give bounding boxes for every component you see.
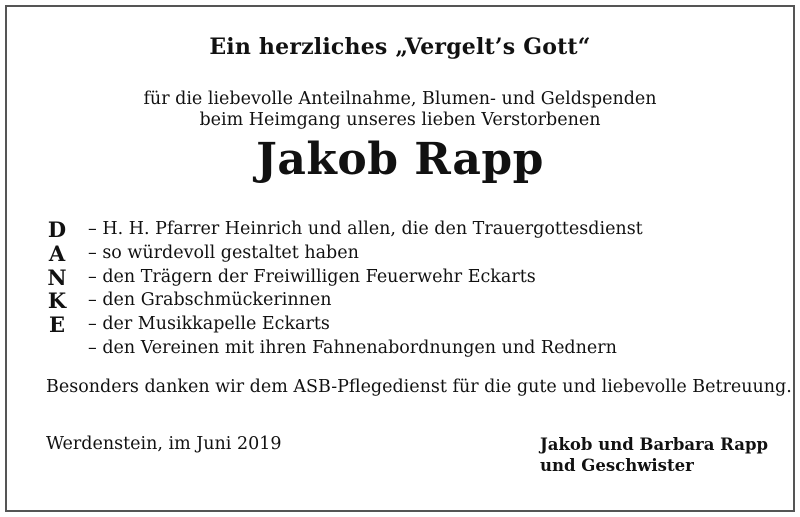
thanks-item: – der Musikkapelle Eckarts [88, 314, 330, 335]
danke-letter: E [48, 312, 65, 338]
danke-letter: K [47, 288, 67, 314]
thanks-item: – so würdevoll gestaltet haben [88, 242, 359, 263]
thanks-item: – H. H. Pfarrer Heinrich und allen, die den Trauergottesdienst [88, 219, 643, 239]
signature-line-1: Jakob und Barbara Rapp [540, 435, 769, 454]
danke-vertical [44, 218, 70, 337]
notice-heading: Ein herzliches „Vergelt’s Gott“ [209, 34, 591, 60]
thanks-list [88, 218, 643, 361]
danke-letter: D [47, 217, 67, 242]
place-date: Werdenstein, im Juni 2019 [46, 434, 282, 454]
deceased-name: Jakob Rapp [256, 134, 544, 185]
thanks-item: – den Vereinen mit ihren Fahnenabordnungen und Rednern [88, 337, 617, 358]
danke-letter: N [47, 264, 67, 290]
thanks-item: – den Grabschmückerinnen [88, 290, 332, 311]
signature-line-2: und Geschwister [540, 456, 694, 475]
thanks-item: – den Trägern der Freiwilligen Feuerwehr Eckarts [88, 266, 536, 287]
intro-line-1: für die liebevolle Anteilnahme, Blumen- und Geldspenden [143, 89, 657, 109]
intro-line-2: beim Heimgang unseres lieben Verstorbenen [199, 110, 601, 130]
special-thanks: Besonders danken wir dem ASB-Pflegedienst für die gute und liebevolle Betreuung. [46, 377, 792, 397]
danke-letter: A [48, 240, 66, 266]
